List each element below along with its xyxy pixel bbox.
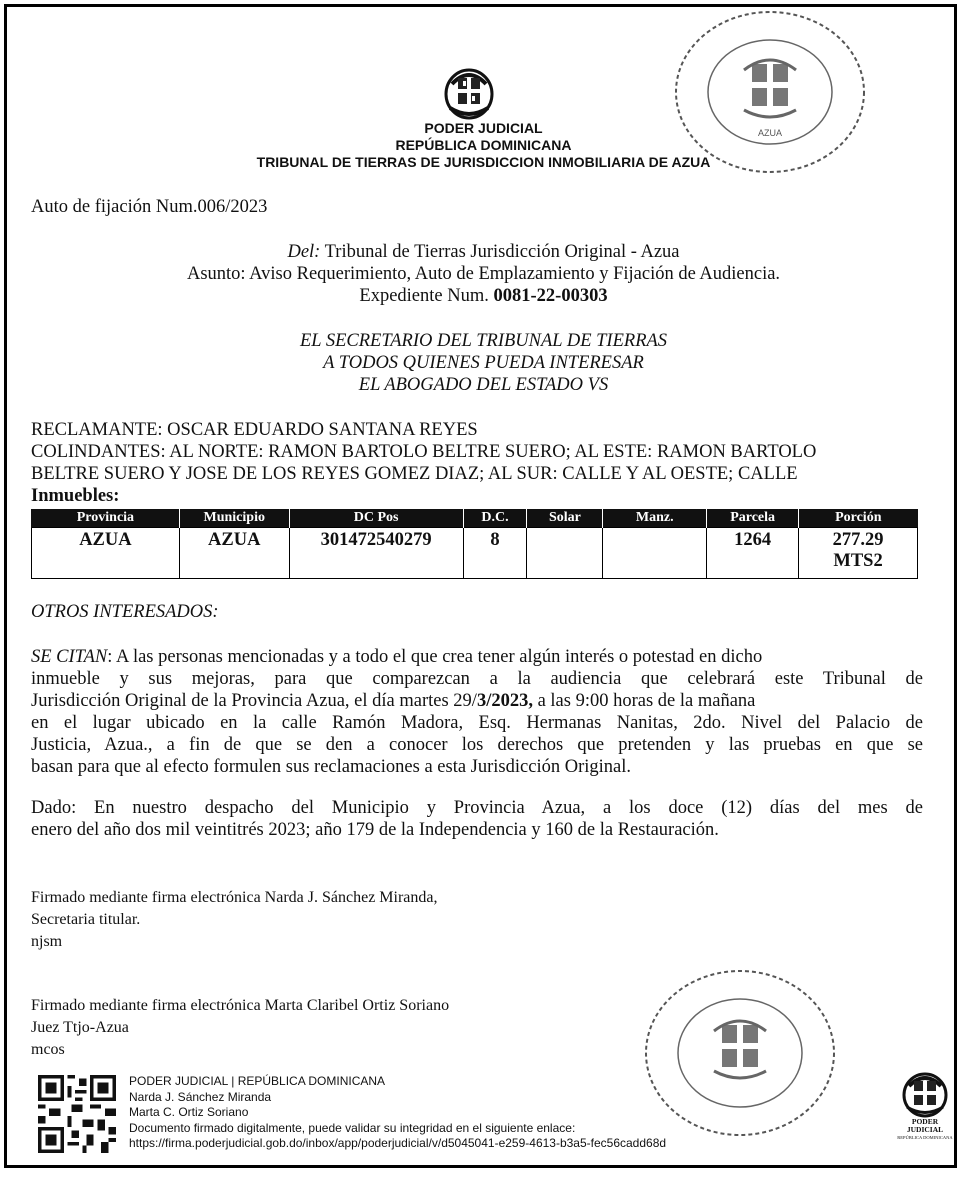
footer-line-1: PODER JUDICIAL | REPÚBLICA DOMINICANA: [129, 1074, 386, 1088]
td-porcion: [799, 528, 918, 579]
dado-line-1: Dado: En nuestro despacho del Municipio y Provincia Azua, a los doce (12) días del mes de: [31, 798, 923, 818]
seal-stamp-top: [670, 6, 870, 178]
del-text: Tribunal de Tierras Jurisdicción Original - Azua: [320, 242, 680, 262]
td-dc: 8: [463, 528, 527, 579]
asunto-line: Asunto: Aviso Requerimiento, Auto de Emplazamiento y Fijación de Audiencia.: [186, 264, 781, 284]
td-solar: [527, 528, 603, 579]
firma2-line-3: mcos: [31, 1041, 65, 1058]
citan-text-3a: Jurisdicción Original de la Provincia Azua, el día martes 29/: [31, 691, 477, 711]
table-row: [32, 528, 918, 579]
th-dc: D.C.: [463, 509, 527, 528]
poder-judicial-logo-icon: [900, 1068, 950, 1118]
logo-caption: [893, 1118, 957, 1142]
inmuebles-table: [31, 509, 918, 579]
th-porcion: Porción: [799, 509, 918, 528]
td-provincia: AZUA: [32, 528, 180, 579]
del-label: Del:: [287, 242, 321, 262]
th-parcela: Parcela: [707, 509, 799, 528]
firma2-line-2: Juez Ttjo-Azua: [31, 1019, 129, 1036]
td-dc-pos: 301472540279: [289, 528, 463, 579]
footer-block: [129, 1074, 666, 1152]
citan-date-bold: 3/2023,: [476, 691, 533, 711]
header-republica: REPÚBLICA DOMINICANA: [395, 137, 572, 153]
seal-stamp-bottom: [640, 965, 840, 1140]
td-municipio: AZUA: [179, 528, 289, 579]
citan-text-3c: a las 9:00 horas de la mañana: [532, 691, 756, 711]
expediente-number: 0081-22-00303: [493, 286, 608, 306]
heading-line-1: EL SECRETARIO DEL TRIBUNAL DE TIERRAS: [299, 331, 668, 351]
logo-caption-line-1: PODER JUDICIAL: [906, 1117, 944, 1134]
th-municipio: Municipio: [179, 509, 289, 528]
th-provincia: Provincia: [32, 509, 180, 528]
expediente-line: [0, 285, 967, 307]
auto-number: Auto de fijación Num.006/2023: [31, 197, 268, 217]
footer-line-4: Documento firmado digitalmente, puede validar su integridad en el siguiente enlace:: [129, 1120, 576, 1135]
citan-line-2: inmueble y sus mejoras, para que comparezcan a la audiencia que celebrará este Tribunal de: [31, 669, 923, 689]
table-header-row: [32, 509, 918, 528]
citan-label: SE CITAN: [31, 647, 108, 667]
th-solar: Solar: [527, 509, 603, 528]
porcion-unit: MTS2: [833, 551, 883, 571]
logo-caption-line-2: REPÚBLICA DOMINICANA: [897, 1135, 953, 1140]
citan-line-6: basan para que al efecto formulen sus reclamaciones a esta Jurisdicción Original.: [31, 757, 631, 777]
inmuebles-label: Inmuebles:: [31, 486, 120, 506]
seal-top-center-text: AZUA: [757, 128, 783, 138]
firma1-line-2: Secretaria titular.: [31, 911, 141, 928]
firma-juez: [31, 995, 449, 1061]
qr-code-icon: [35, 1075, 119, 1153]
firma1-line-1: Firmado mediante firma electrónica Narda J. Sánchez Miranda,: [31, 889, 438, 906]
citan-text-1: : A las personas mencionadas y a todo el que crea tener algún interés o potestad en dicho: [107, 647, 763, 667]
firma2-line-1: Firmado mediante firma electrónica Marta Claribel Ortiz Soriano: [31, 997, 450, 1014]
validation-link[interactable]: https://firma.poderjudicial.gob.do/inbox/app/poderjudicial/v/d5045041-e259-4613-b3a5-fec56cadd68d: [129, 1136, 667, 1150]
firma-secretaria: [31, 887, 438, 953]
reclamante: RECLAMANTE: OSCAR EDUARDO SANTANA REYES: [31, 420, 478, 440]
citan-line-1: [31, 646, 923, 668]
footer-line-3: Marta C. Ortiz Soriano: [129, 1105, 249, 1119]
heading-line-3: EL ABOGADO DEL ESTADO VS: [358, 375, 609, 395]
citan-line-5: Justicia, Azua., a fin de que se den a conocer los derechos que pretenden y las pruebas en que se: [31, 735, 923, 755]
otros-interesados: OTROS INTERESADOS:: [31, 602, 219, 622]
citan-line-4: en el lugar ubicado en la calle Ramón Madora, Esq. Hermanas Nanitas, 2do. Nivel del Palacio de: [31, 713, 923, 733]
firma1-line-3: njsm: [31, 933, 63, 950]
header-tribunal: TRIBUNAL DE TIERRAS DE JURISDICCION INMOBILIARIA DE AZUA: [256, 154, 711, 170]
footer-line-2: Narda J. Sánchez Miranda: [129, 1089, 272, 1104]
expediente-label: Expediente Num.: [359, 286, 494, 306]
th-dc-pos: DC Pos: [289, 509, 463, 528]
porcion-value: 277.29: [832, 530, 884, 550]
td-parcela: 1264: [707, 528, 799, 579]
header-poder-judicial: PODER JUDICIAL: [424, 120, 543, 136]
coat-of-arms-icon: [444, 64, 494, 120]
dado-line-2: enero del año dos mil veintitrés 2023; año 179 de la Independencia y 160 de la Restauración.: [31, 820, 719, 840]
citan-line-3: [31, 690, 923, 712]
th-manz: Manz.: [603, 509, 707, 528]
del-line: [0, 241, 967, 263]
td-manz: [603, 528, 707, 579]
colindantes-line-2: BELTRE SUERO Y JOSE DE LOS REYES GOMEZ DIAZ; AL SUR: CALLE Y AL OESTE; CALLE: [31, 464, 798, 484]
colindantes-line-1: COLINDANTES: AL NORTE: RAMON BARTOLO BELTRE SUERO; AL ESTE: RAMON BARTOLO: [31, 442, 817, 462]
heading-line-2: A TODOS QUIENES PUEDA INTERESAR: [323, 353, 644, 373]
